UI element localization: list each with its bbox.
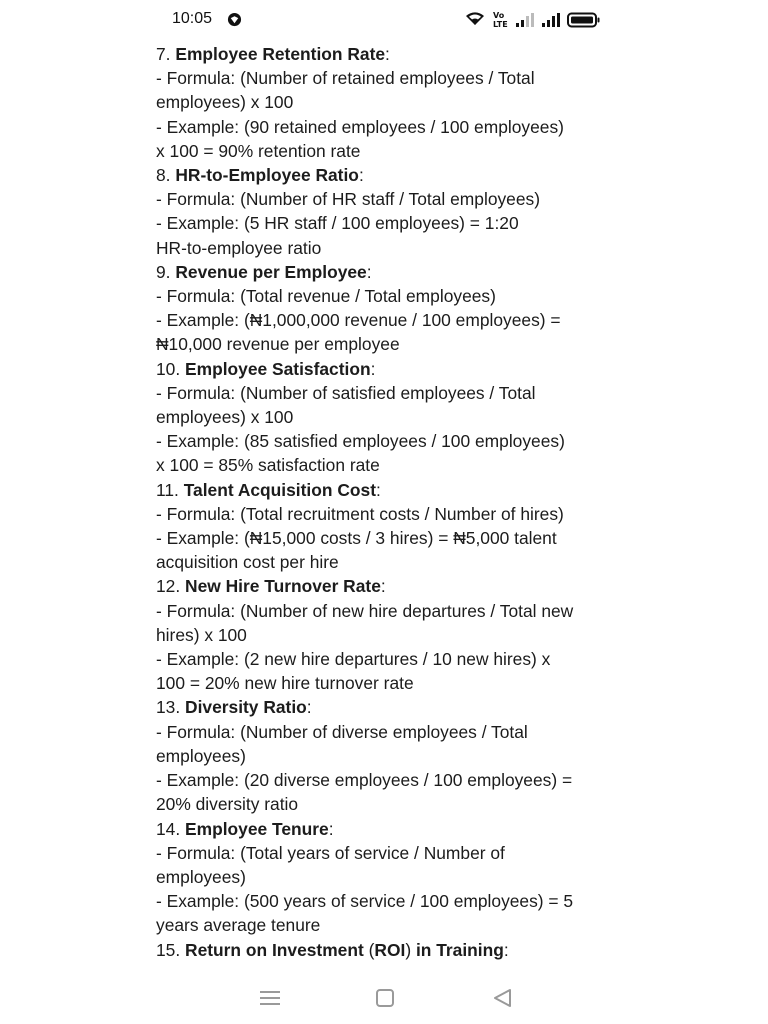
item-title: Revenue per Employee (175, 261, 367, 282)
item-line: acquisition cost per hire (156, 552, 339, 573)
app-notification-icon (227, 12, 242, 27)
item-line: - Formula: (Number of diverse employees / Total (156, 721, 528, 742)
item-heading: 9. Revenue per Employee: (156, 261, 372, 282)
list-item (156, 938, 626, 962)
item-line: ₦10,000 revenue per employee (156, 334, 400, 355)
item-line: employees) x 100 (156, 407, 294, 428)
home-square-icon[interactable] (372, 986, 398, 1010)
svg-text:Vo: Vo (493, 11, 505, 20)
item-line: - Example: (₦15,000 costs / 3 hires) = ₦5,000 talent (156, 528, 557, 549)
item-title: Return on Investment (185, 939, 364, 960)
item-line: - Example: (5 HR staff / 100 employees) = 1:20 (156, 213, 519, 234)
signal-icon (541, 12, 563, 28)
item-line: - Formula: (Number of satisfied employees / Total (156, 382, 536, 403)
item-line: employees) (156, 866, 246, 887)
item-title: Talent Acquisition Cost (183, 479, 376, 500)
item-title: Employee Retention Rate (175, 44, 386, 64)
item-line: - Formula: (Number of new hire departures / Total new (156, 600, 574, 621)
list-item (156, 163, 626, 260)
item-line: - Example: (2 new hire departures / 10 new hires) x (156, 649, 551, 670)
item-line: 100 = 20% new hire turnover rate (156, 673, 414, 694)
item-line: - Example: (₦1,000,000 revenue / 100 employees) = (156, 310, 561, 331)
item-line: hires) x 100 (156, 624, 247, 645)
item-title: Diversity Ratio (185, 697, 307, 718)
navigation-bar (0, 978, 768, 1018)
item-line: - Formula: (Number of retained employees / Total (156, 68, 535, 89)
list-item (156, 260, 626, 357)
item-line: - Formula: (Total recruitment costs / Number of hires) (156, 503, 564, 524)
menu-icon[interactable] (257, 986, 283, 1010)
list-item (156, 695, 626, 816)
item-line: - Example: (20 diverse employees / 100 employees) = (156, 770, 573, 791)
battery-icon (567, 12, 601, 28)
item-line: HR-to-employee ratio (156, 237, 322, 258)
list-item (156, 357, 626, 478)
item-line: - Formula: (Total revenue / Total employees) (156, 286, 496, 307)
item-line: - Formula: (Total years of service / Number of (156, 842, 505, 863)
item-line: x 100 = 90% retention rate (156, 140, 361, 161)
item-title: Employee Tenure (185, 818, 329, 839)
wifi-icon (465, 11, 485, 27)
volte-icon (492, 10, 512, 28)
item-heading: 11. Talent Acquisition Cost: (156, 479, 381, 500)
item-heading: 10. Employee Satisfaction: (156, 358, 376, 379)
item-line: 20% diversity ratio (156, 794, 299, 815)
item-line: years average tenure (156, 915, 321, 936)
item-line: x 100 = 85% satisfaction rate (156, 455, 380, 476)
item-title: New Hire Turnover Rate (185, 576, 381, 597)
item-title: HR-to-Employee Ratio (175, 165, 359, 186)
list-item (156, 817, 626, 938)
item-heading: 12. New Hire Turnover Rate: (156, 576, 386, 597)
item-line: - Formula: (Number of HR staff / Total employees) (156, 189, 541, 210)
item-line: - Example: (90 retained employees / 100 employees) (156, 116, 564, 137)
signal-icon (515, 12, 537, 28)
item-line: employees) x 100 (156, 92, 294, 113)
status-icons (465, 9, 605, 31)
item-title: Employee Satisfaction (185, 358, 371, 379)
item-heading: 14. Employee Tenure: (156, 818, 334, 839)
list-item (156, 42, 626, 163)
item-line: - Example: (85 satisfied employees / 100 employees) (156, 431, 565, 452)
list-item (156, 478, 626, 575)
item-heading: 13. Diversity Ratio: (156, 697, 312, 718)
status-time: 10:05 (172, 10, 213, 27)
kpi-list (156, 42, 626, 962)
svg-text:LTE: LTE (493, 20, 508, 28)
item-heading: 7. Employee Retention Rate: (156, 44, 390, 64)
item-line: employees) (156, 745, 246, 766)
item-heading: 15. Return on Investment (ROI) in Training: (156, 939, 509, 960)
list-item (156, 574, 626, 695)
back-triangle-icon[interactable] (490, 986, 516, 1010)
status-bar (0, 0, 768, 40)
item-heading: 8. HR-to-Employee Ratio: (156, 165, 364, 186)
item-line: - Example: (500 years of service / 100 employees) = 5 (156, 891, 574, 912)
